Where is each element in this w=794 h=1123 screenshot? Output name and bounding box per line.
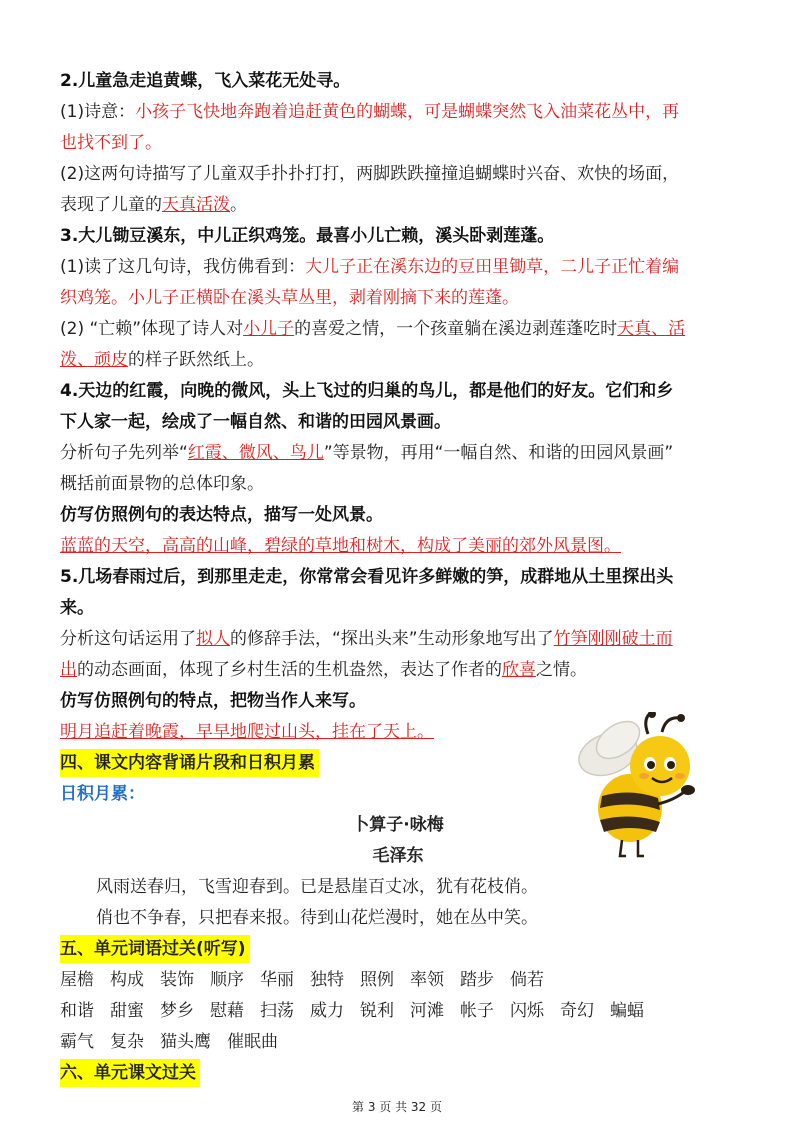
vocabulary-word: 锐利 [360,1001,394,1021]
vocabulary-word: 河滩 [410,1001,444,1021]
answer-line [60,252,736,283]
question-2-heading: 2.儿童急走追黄蝶，飞入菜花无处寻。 [60,71,351,91]
vocabulary-word: 催眠曲 [227,1032,278,1052]
vocabulary-word: 猫头鹰 [160,1032,211,1052]
imitation-answer: 明月追赶着晚霞，早早地爬过山头，挂在了天上。 [60,722,434,742]
analysis-line [60,624,736,655]
answer-text: 泼、顽皮 [60,350,128,370]
question-5-heading: 5.几场春雨过后，到那里走走，你常常会看见许多鲜嫩的笋，成群地从土里探出头 [60,567,674,587]
vocabulary-word: 帐子 [460,1001,494,1021]
question-5-heading-cont: 来。 [60,598,94,618]
answer-text: 红霞、微风、鸟儿 [187,443,324,463]
poem-title: 卜算子·咏梅 [352,815,444,835]
vocabulary-word: 扫荡 [260,1001,294,1021]
label: 的动态画面，体现了乡村生活的生机盎然，表达了作者的 [77,660,502,680]
vocabulary-word: 甜蜜 [110,1001,144,1021]
label: (2) “亡赖”体现了诗人对 [60,319,244,339]
answer-text: 拟人 [196,629,230,649]
answer-text: 天真、活 [617,319,686,339]
vocabulary-word: 构成 [110,970,144,990]
highlighted-heading: 六、单元课文过关 [60,1059,200,1087]
analysis-line [60,438,736,469]
label: ”等景物，再用“一幅自然、和谐的田园风景画” [323,443,674,463]
vocabulary-word: 屋檐 [60,970,94,990]
page-footer: 第 3 页 共 32 页 [352,1100,442,1114]
text-line: (2)这两句诗描写了儿童双手扑扑打打，两脚跌跌撞撞追蝴蝶时兴奋、欢快的场面， [60,164,680,184]
label: (1)诗意： [60,102,136,122]
poem-line: 风雨送春归，飞雪迎春到。已是悬崖百丈冰，犹有花枝俏。 [96,877,538,897]
answer-line [60,345,736,376]
vocabulary-word: 倘若 [510,970,544,990]
label: 表现了儿童的 [60,195,162,215]
label: 的修辞手法，“探出头来”生动形象地写出了 [230,629,554,649]
question-3-heading: 3.大儿锄豆溪东，中儿正织鸡笼。最喜小儿亡赖，溪头卧剥莲蓬。 [60,226,555,246]
answer-text: 小儿子 [243,319,295,339]
vocabulary-word: 霸气 [60,1032,94,1052]
answer-line [60,97,736,128]
section-5-heading [60,934,736,965]
word-list-row-1 [60,965,736,996]
answer-text: 出 [60,660,77,680]
label: 分析句子先列举“ [60,443,188,463]
answer-text: 天真活泼 [162,195,230,215]
imitation-prompt: 仿写仿照例句的特点，把物当作人来写。 [60,691,366,711]
vocabulary-word: 威力 [310,1001,344,1021]
label: (1)读了这几句诗，我仿佛看到： [60,257,306,277]
cartoon-bee-icon [570,712,720,860]
poem-line: 俏也不争春，只把春来报。待到山花烂漫时，她在丛中笑。 [96,908,538,928]
label: 。 [230,195,247,215]
vocabulary-word: 蝙蝠 [610,1001,644,1021]
vocabulary-word: 梦乡 [160,1001,194,1021]
highlighted-heading: 五、单元词语过关(听写) [60,935,250,963]
analysis-line [60,655,736,686]
question-4-heading-cont: 下人家一起，绘成了一幅自然、和谐的田园风景画。 [60,412,451,432]
answer-text: 小孩子飞快地奔跑着追赶黄色的蝴蝶，可是蝴蝶突然飞入油菜花丛中，再 [135,102,680,122]
section-6-heading [60,1058,736,1089]
answer-line: 织鸡笼。小儿子正横卧在溪头草丛里，剥着刚摘下来的莲蓬。 [60,288,519,308]
vocabulary-word: 率领 [410,970,444,990]
answer-text: 竹笋刚刚破土而 [553,629,673,649]
analysis-line: 概括前面景物的总体印象。 [60,474,264,494]
poem-author: 毛泽东 [372,846,424,866]
vocabulary-word: 闪烁 [510,1001,544,1021]
answer-line: 也找不到了。 [60,133,162,153]
document-body [60,66,736,1089]
imitation-prompt: 仿写仿照例句的表达特点，描写一处风景。 [60,505,383,525]
word-list-row-2 [60,996,736,1027]
label: 分析这句话运用了 [60,629,196,649]
vocabulary-word: 独特 [310,970,344,990]
word-list-row-3 [60,1027,736,1058]
vocabulary-word: 慰藉 [210,1001,244,1021]
subheading: 日积月累： [60,784,145,804]
vocabulary-word: 照例 [360,970,394,990]
vocabulary-word: 踏步 [460,970,494,990]
vocabulary-word: 顺序 [210,970,244,990]
highlighted-heading: 四、课文内容背诵片段和日积月累 [60,749,319,777]
vocabulary-word: 装饰 [160,970,194,990]
answer-line [60,314,736,345]
answer-text: 大儿子正在溪东边的豆田里锄草，二儿子正忙着编 [305,257,680,277]
label: 之情。 [536,660,587,680]
label: 的喜爱之情，一个孩童躺在溪边剥莲蓬吃时 [294,319,618,339]
answer-text: 欣喜 [502,660,536,680]
answer-line [60,190,736,221]
vocabulary-word: 和谐 [60,1001,94,1021]
vocabulary-word: 奇幻 [560,1001,594,1021]
label: 的样子跃然纸上。 [128,350,264,370]
imitation-answer: 蓝蓝的天空，高高的山峰，碧绿的草地和树木，构成了美丽的郊外风景图。 [60,536,621,556]
vocabulary-word: 复杂 [110,1032,144,1052]
question-4-heading: 4.天边的红霞，向晚的微风，头上飞过的归巢的鸟儿，都是他们的好友。它们和乡 [60,381,674,401]
vocabulary-word: 华丽 [260,970,294,990]
